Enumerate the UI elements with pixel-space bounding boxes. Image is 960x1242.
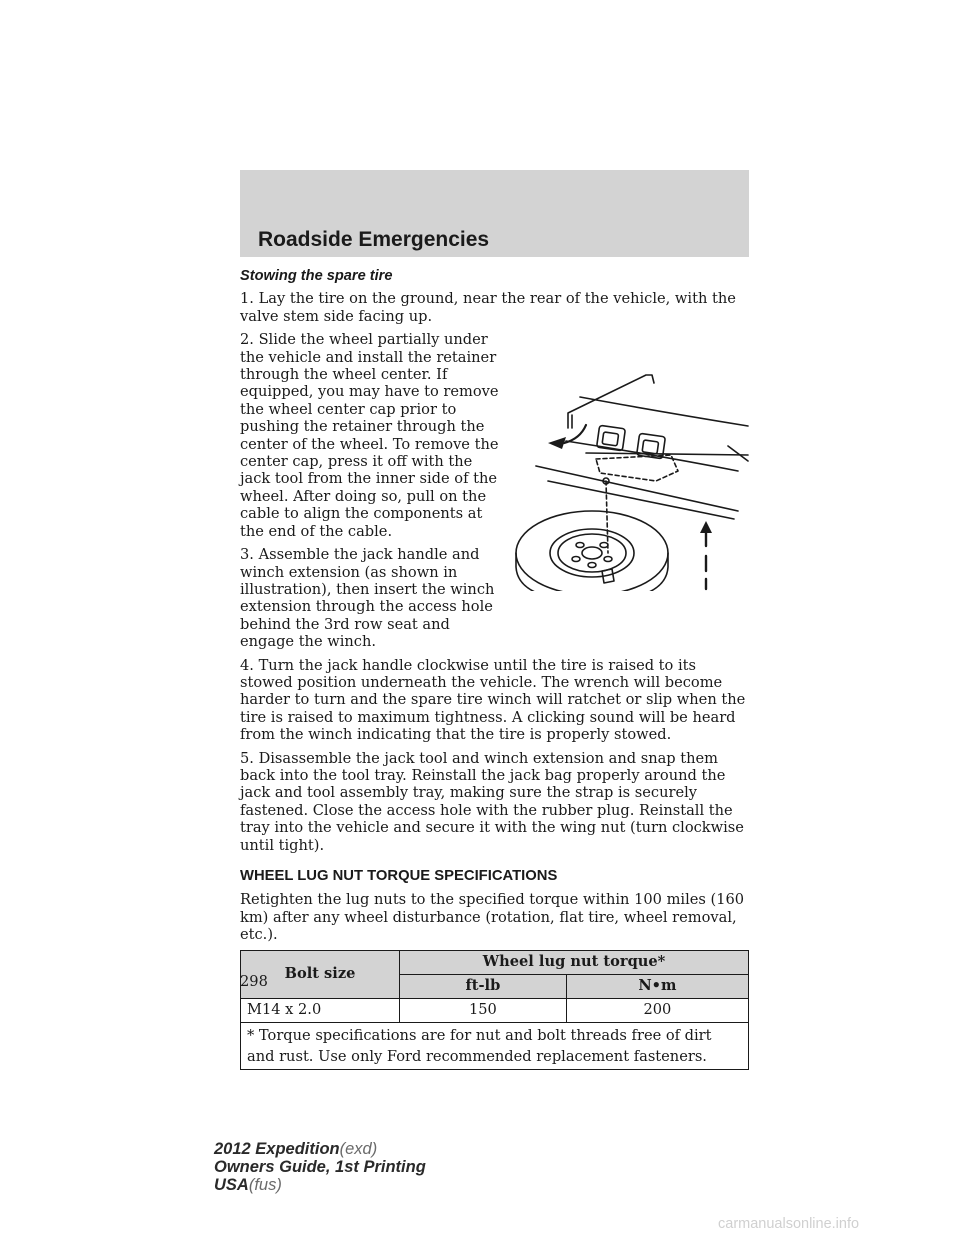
- footer-market-code: (fus): [248, 1176, 282, 1194]
- footer-model-code: (exd): [339, 1140, 378, 1158]
- unit-nm: N•m: [566, 974, 748, 998]
- col-bolt-size: Bolt size: [241, 950, 400, 998]
- nm-value: 200: [566, 998, 748, 1022]
- page-number: 298: [240, 973, 268, 990]
- section-title: Roadside Emergencies: [258, 228, 490, 251]
- illustrated-steps: [240, 331, 749, 650]
- col-lug-torque: Wheel lug nut torque*: [400, 950, 749, 974]
- torque-intro: Retighten the lug nuts to the specified torque within 100 miles (160 km) after any wheel disturbance (rotation, flat tire, wheel removal, etc.).: [240, 891, 745, 944]
- torque-heading: WHEEL LUG NUT TORQUE SPECIFICATIONS: [240, 868, 558, 884]
- torque-footnote: * Torque specifications are for nut and bolt threads free of dirt and rust. Use only Ford recommended replacement fasteners.: [241, 1022, 749, 1069]
- watermark: carmanualsonline.info: [718, 1216, 860, 1232]
- torque-table: [240, 950, 749, 1070]
- footer-market: USA: [214, 1176, 249, 1194]
- step-4: 4. Turn the jack handle clockwise until the tire is raised to its stowed position underneath the vehicle. The wrench will become harder to turn and the spare tire winch will ratchet or slip when the tire is raised to maximum tightness. A clicking sound will be heard from the winch indicating that the tire is properly stowed.: [240, 656, 746, 744]
- ftlb-value: 150: [400, 998, 567, 1022]
- bolt-size-value: M14 x 2.0: [241, 998, 400, 1022]
- footer-guide: Owners Guide, 1st Printing: [214, 1158, 426, 1176]
- page-content: [240, 268, 749, 1070]
- footer-model: 2012 Expedition: [214, 1140, 340, 1158]
- step-5: 5. Disassemble the jack tool and winch extension and snap them back into the tool tray. Reinstall the jack bag properly around the jack and tool assembly tray, making sure the strap is securely fastened. Close the access hole with the rubber plug. Reinstall the tray into the vehicle and secure it with the wing nut (turn clockwise until tight).: [240, 749, 744, 854]
- stowing-heading: Stowing the spare tire: [240, 268, 393, 284]
- print-footer: [214, 1140, 426, 1194]
- unit-ftlb: ft-lb: [400, 974, 567, 998]
- step-3: 3. Assemble the jack handle and winch extension (as shown in illustration), then insert the winch extension through the access hole behind the 3rd row seat and engage the winch.: [240, 546, 495, 651]
- step-1: 1. Lay the tire on the ground, near the rear of the vehicle, with the valve stem side facing up.: [240, 290, 736, 325]
- spare-tire-illustration: [506, 331, 749, 591]
- step-2: 2. Slide the wheel partially under the vehicle and install the retainer through the wheel center. If equipped, you may have to remove the wheel center cap prior to pushing the retainer through the center of the wheel. To remove the center cap, press it off with the jack tool from the inner side of the wheel. After doing so, pull on the cable to align the components at the end of the cable.: [240, 331, 499, 540]
- table-row: [241, 998, 749, 1022]
